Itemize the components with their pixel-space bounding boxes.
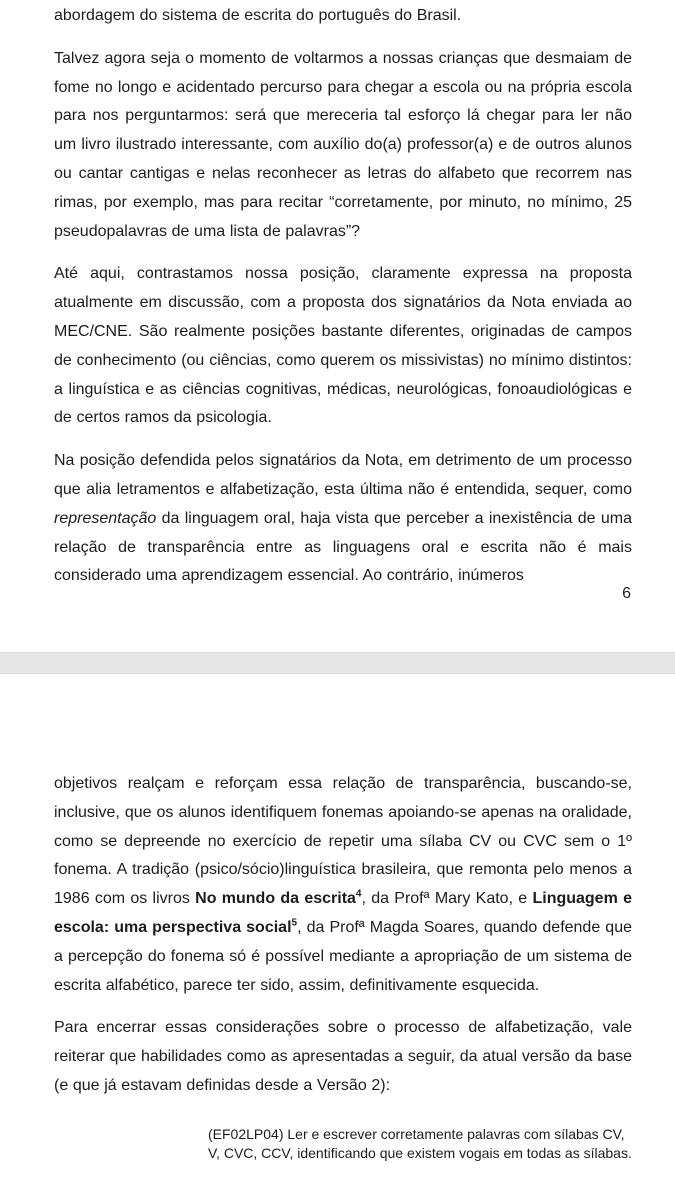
paragraph-contrast-positions: Até aqui, contrastamos nossa posição, claramente expressa na proposta atualmente em discussão, com a proposta dos signatários da Nota enviada ao MEC/CNE. São realmente posições bastante diferentes, originadas de campos de conhecimento (ou ciências, como querem os missivistas) no mínimo distintos: a linguística e as ciências cognitivas, médicas, neurológicas, fonoaudiológicas e de certos ramos da psicologia.	[54, 265, 632, 427]
paragraph-closing-considerations: Para encerrar essas considerações sobre o processo de alfabetização, vale reiterar que habilidades como as apresentadas a seguir, da atual versão da base (e que já estavam definidas desde a Versão 2):	[54, 1019, 632, 1094]
page-number: 6	[622, 585, 631, 602]
skill-ef02lp04: (EF02LP04) Ler e escrever corretamente palavras com sílabas CV, V, CVC, CCV, identificando que existem vogais em todas as sílabas.	[208, 1126, 632, 1161]
text-run: Na posição defendida pelos signatários da Nota, em detrimento de um processo que alia letramentos e alfabetização, esta última não é entendida, sequer, como	[54, 452, 632, 498]
footnote-ref-5[interactable]: 5	[291, 917, 298, 929]
document-page-7	[0, 674, 675, 1200]
paragraph-signatories-position	[54, 447, 632, 591]
book-title-no-mundo-da-escrita: No mundo da escrita	[195, 890, 356, 908]
text-run: da linguagem oral, haja vista que perceber a inexistência de uma relação de transparência entre as linguagens oral e escrita não é mais considerado uma aprendizagem essencial. Ao contrário, inúmeros	[54, 509, 632, 585]
text-run: , da Profª Mary Kato, e	[361, 890, 533, 908]
paragraph-children-question: Talvez agora seja o momento de voltarmos a nossas crianças que desmaiam de fome no longo e acidentado percurso para chegar a escola ou na própria escola para nos perguntarmos: será que mereceria tal esforço lá chegar para ler não um livro ilustrado interessante, com auxílio do(a) professor(a) e de outros alunos ou cantar cantigas e nelas reconhecer as letras do alfabeto que recorrem nas rimas, por exemplo, mas para recitar “corretamente, por minuto, no mínimo, 25 pseudopalavras de uma lista de palavras”?	[54, 49, 632, 240]
footnote-ref-4[interactable]: 4	[355, 888, 362, 900]
emphasis-representacao: representação	[54, 509, 157, 527]
text-run: , da Profª Magda Soares, quando defende que a percepção do fonema só é possível mediante a apropriação de um sistema de escrita alfabético, parece ter sido, assim, definitivamente esquecida.	[54, 918, 632, 994]
book-title-linguagem-e-escola: Linguagem e escola: uma perspectiva social	[54, 890, 632, 936]
text-run: objetivos realçam e reforçam essa relação de transparência, buscando-se, inclusive, que os alunos identifiquem fonemas apoiando-se apenas na oralidade, como se depreende no exercício de repetir uma sílaba CV ou CVC sem o 1º fonema. A tradição (psico/sócio)linguística brasileira, que remonta pelo menos a 1986 com os livros	[54, 775, 632, 908]
page-7-body	[54, 770, 632, 1115]
skills-quote-block	[208, 1125, 632, 1175]
paragraph-continuation: abordagem do sistema de escrita do português do Brasil.	[54, 7, 462, 24]
page-6-body	[54, 2, 632, 605]
paragraph-transparency-objectives	[54, 770, 632, 1000]
page-separator	[0, 652, 675, 674]
